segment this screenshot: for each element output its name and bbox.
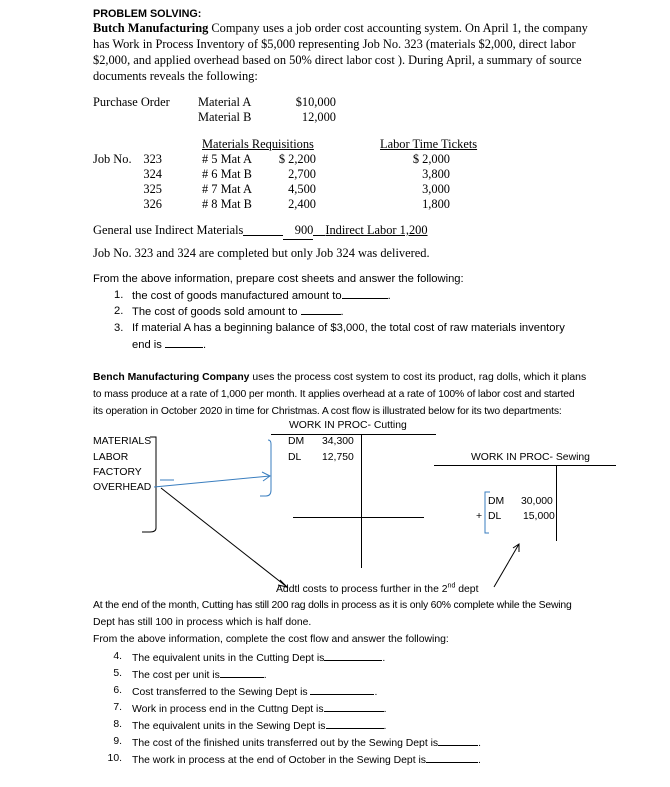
job-number: 323 xyxy=(143,152,162,166)
input-labor: LABOR xyxy=(93,452,129,463)
job-material-amount: $ 2,200 xyxy=(278,152,316,166)
job-material-amount: 2,400 xyxy=(288,197,316,211)
sewing-addtl-arrow xyxy=(494,544,519,587)
question-item: 6. xyxy=(113,685,122,696)
job-labor-amount: 3,000 xyxy=(422,182,450,196)
job-requisition: # 5 Mat A xyxy=(202,152,252,166)
job-material-amount: 4,500 xyxy=(288,182,316,196)
sewing-dl-value: 15,000 xyxy=(523,511,555,522)
p2-intro-line-3: its operation in October 2020 in time for Christmas. A cost flow is illustrated below for its two departments: xyxy=(93,406,562,417)
job-requisition: # 8 Mat B xyxy=(202,197,252,211)
month-end-line-1: At the end of the month, Cutting has still 200 rag dolls in process as it is only 60% complete while the Sewing xyxy=(93,600,572,611)
p1-intro-line-3: $2,000, and applied overhead based on 50% direct labor cost ). During April, a summary of source xyxy=(93,53,582,67)
cutting-account-title: WORK IN PROC- Cutting xyxy=(289,420,407,431)
problem-heading: PROBLEM SOLVING: xyxy=(93,8,202,20)
question-item: 1. xyxy=(114,289,124,301)
sewing-dm-label: DM xyxy=(488,496,505,507)
addtl-costs-caption: Addtl costs to process further in the 2nd dept xyxy=(276,582,479,595)
p1-intro-line-1: Butch Manufacturing Company uses a job order cost accounting system. On April 1, the company xyxy=(93,21,588,35)
job-number: 324 xyxy=(143,167,162,181)
question-text: the cost of goods manufactured amount to . xyxy=(132,287,391,305)
purchase-material: Material A xyxy=(198,95,252,109)
input-factory: FACTORY xyxy=(93,467,142,478)
month-end-line-2: Dept has still 100 in process which is half done. xyxy=(93,617,312,628)
answer-blank[interactable] xyxy=(438,734,478,746)
indirect-materials-line: General use Indirect Materials 900 Indirect Labor 1,200 xyxy=(93,223,428,240)
question-item: 5. xyxy=(113,668,122,679)
question-text: If material A has a beginning balance of $3,000, the total cost of raw materials inventory xyxy=(132,322,565,334)
p2-instruction: From the above information, complete the cost flow and answer the following: xyxy=(93,634,449,645)
inputs-to-cutting-arrow xyxy=(154,476,270,487)
job-no-label: Job No. xyxy=(93,152,132,166)
p2-intro-line-1: Bench Manufacturing Company uses the process cost system to cost its product, rag dolls, which it plans xyxy=(93,372,587,383)
job-requisition: # 6 Mat B xyxy=(202,167,252,181)
question-item: 8. xyxy=(113,719,122,730)
question-item: 4. xyxy=(113,651,122,662)
question-item: 3. xyxy=(114,322,124,334)
purchase-material: Material B xyxy=(198,110,252,124)
question-item: 10. xyxy=(107,753,122,764)
company-name: Bench Manufacturing Company xyxy=(93,372,250,383)
cutting-dl-label: DL xyxy=(288,452,302,463)
answer-blank[interactable] xyxy=(326,717,384,729)
question-text: The equivalent units in the Cutting Dept is . xyxy=(132,649,385,666)
input-materials: MATERIALS xyxy=(93,436,152,447)
p2-intro-line-2: to mass produce at a rate of 1,000 per month. It applies overhead at a rate of 100% of labor cost and started xyxy=(93,389,575,400)
purchase-amount: $10,000 xyxy=(295,95,336,109)
answer-blank[interactable] xyxy=(426,751,478,763)
job-requisition: # 7 Mat A xyxy=(202,182,252,196)
sewing-dl-label: DL xyxy=(488,511,502,522)
p1-intro-line-2: has Work in Process Inventory of $5,000 representing Job No. 323 (materials $2,000, direct labor xyxy=(93,37,576,51)
sewing-account-title: WORK IN PROC- Sewing xyxy=(471,452,590,463)
question-item: 9. xyxy=(113,736,122,747)
sewing-bracket xyxy=(485,492,490,533)
job-labor-amount: 3,800 xyxy=(422,167,450,181)
question-text: The cost of goods sold amount to . xyxy=(132,303,344,321)
company-name: Butch Manufacturing xyxy=(93,21,209,35)
sewing-dm-value: 30,000 xyxy=(521,496,553,507)
purchase-amount: 12,000 xyxy=(301,110,336,124)
question-text: The cost of the finished units transferred out by the Sewing Dept is . xyxy=(132,734,481,751)
cutting-dl-value: 12,750 xyxy=(322,452,354,463)
job-number: 325 xyxy=(143,182,162,196)
materials-requisitions-header: Materials Requisitions xyxy=(202,137,314,151)
job-material-amount: 2,700 xyxy=(288,167,316,181)
purchase-order-label: Purchase Order xyxy=(93,95,170,109)
question-text: The cost per unit is . xyxy=(132,666,267,683)
job-number: 326 xyxy=(143,197,162,211)
p1-instruction: From the above information, prepare cost sheets and answer the following: xyxy=(93,273,464,285)
job-labor-amount: $ 2,000 xyxy=(412,152,450,166)
question-item: 7. xyxy=(113,702,122,713)
answer-blank[interactable] xyxy=(310,683,374,695)
inputs-bracket xyxy=(142,437,156,532)
indirect-materials-value: 900 xyxy=(283,223,313,240)
question-text: The work in process at the end of October in the Sewing Dept is . xyxy=(132,751,481,768)
question-text: Work in process end in the Cuttng Dept is . xyxy=(132,700,386,717)
question-text-cont: end is . xyxy=(132,336,206,354)
cutting-to-addtl-arrow xyxy=(161,488,287,587)
question-text: Cost transferred to the Sewing Dept is . xyxy=(132,683,377,700)
question-item: 2. xyxy=(114,305,124,317)
question-text: The equivalent units in the Sewing Dept is . xyxy=(132,717,386,734)
answer-blank[interactable] xyxy=(220,666,264,678)
p1-intro-line-4: documents reveals the following: xyxy=(93,69,258,83)
indirect-labor: Indirect Labor 1,200 xyxy=(325,223,428,237)
cutting-dm-value: 34,300 xyxy=(322,436,354,447)
cutting-dm-label: DM xyxy=(288,436,305,447)
sewing-plus: + xyxy=(476,511,483,522)
answer-blank[interactable] xyxy=(324,700,384,712)
jobs-completed-text: Job No. 323 and 324 are completed but only Job 324 was delivered. xyxy=(93,246,430,260)
job-labor-amount: 1,800 xyxy=(422,197,450,211)
labor-time-tickets-header: Labor Time Tickets xyxy=(380,137,478,151)
answer-blank[interactable] xyxy=(324,649,382,661)
input-overhead: OVERHEAD xyxy=(93,482,152,493)
cutting-left-brace xyxy=(260,440,271,496)
